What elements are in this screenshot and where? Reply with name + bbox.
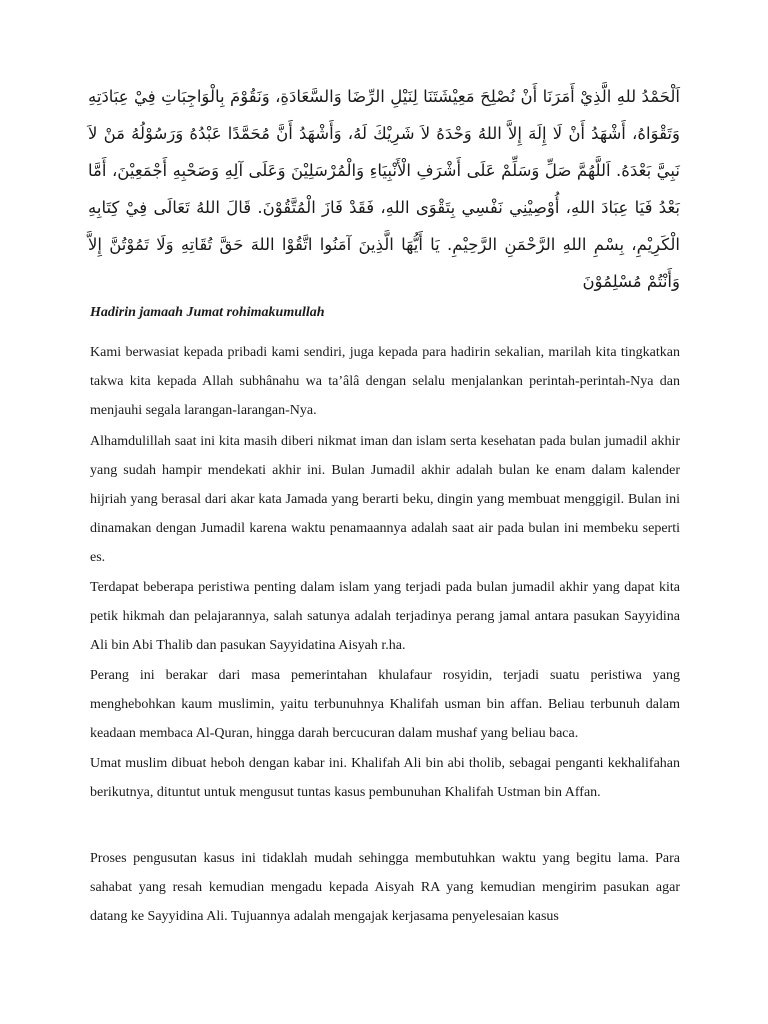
paragraph: Kami berwasiat kepada pribadi kami sendiri, juga kepada para hadirin sekalian, marilah kita tingkatkan takwa kita kepada Allah subhânahu wa ta’âlâ dengan selalu menjalankan perintah-perintah-Nya dan menjauhi segala larangan-larangan-Nya. [90,345,680,418]
paragraph: Perang ini berakar dari masa pemerintahan khulafaur rosyidin, terjadi suatu peristiwa yang menghebohkan kaum muslimin, yaitu terbunuhnya Khalifah usman bin affan. Beliau terbunuh dalam keadaan membaca Al-Quran, hingga darah bercucuran dalam mushaf yang beliau baca. [90,668,680,741]
paragraph: Umat muslim dibuat heboh dengan kabar ini. Khalifah Ali bin abi tholib, sebagai penganti kekhalifahan berikutnya, dituntut untuk mengusut tuntas kasus pembunuhan Khalifah Ustman bin Affan. [90,756,680,800]
paragraph: Alhamdulillah saat ini kita masih diberi nikmat iman dan islam serta kesehatan pada bulan jumadil akhir yang sudah hampir mendekati akhir ini. Bulan Jumadil akhir adalah bulan ke enam dalam kalender hijriah yang berasal dari akar kata Jamada yang berarti beku, dingin yang membuat menggigil. Bulan ini dinamakan dengan Jumadil karena waktu penamaannya adalah saat air pada bulan ini membeku seperti es. [90,434,680,565]
paragraph: Proses pengusutan kasus ini tidaklah mudah sehingga membutuhkan waktu yang begitu lama. Para sahabat yang resah kemudian mengadu kepada Aisyah RA yang kemudian mengirim pasukan agar datang ke Sayyidina Ali. Tujuannya adalah mengajak kerjasama penyelesaian kasus [90,851,680,924]
arabic-opening-text: اَلْحَمْدُ للهِ الَّذِيْ أَمَرَنَا أَنْ نُصْلِحَ مَعِيْشَتَنَا لِنَيْلِ الرِّضَا وَالسَّعَادَةِ، وَنَقُوْمَ بِالْوَاجِبَاتِ فِيْ عِبَادَتِهِ وَتَقْوَاهُ، أَشْهَدُ أَنْ لَا إِلَهَ إِلاَّ اللهُ وَحْدَهُ لاَ شَرِيْكَ لَهُ، وَأَشْهَدُ أَنَّ مُحَمَّدًا عَبْدُهُ وَرَسُوْلُهُ مَنْ لاَ نَبِيَّ بَعْدَهُ. اَللَّهُمَّ صَلِّ وَسَلِّمْ عَلَى أَشْرَفِ الْأَنْبِيَاءِ وَالْمُرْسَلِيْنَ وَعَلَى آلِهِ وَصَحْبِهِ أَجْمَعِيْنَ، أَمَّا بَعْدُ فَيَا عِبَادَ اللهِ، أُوْصِيْنِي نَفْسِي بِتَقْوَى اللهِ، فَقَدْ فَازَ الْمُتَّقُوْنَ. قَالَ اللهُ تَعَالَى فِيْ كِتَابِهِ الْكَرِيْمِ، بِسْمِ اللهِ الرَّحْمَنِ الرَّحِيْمِ. يَا أَيُّهَا الَّذِينَ آمَنُوا اتَّقُوْا اللهَ حَقَّ تُقَاتِهِ وَلَا تَمُوْتُنَّ إِلاَّ وَأَنْتُمْ مُسْلِمُوْنَ [88,87,680,291]
section-heading: Hadirin jamaah Jumat rohimakumullah [90,305,325,320]
paragraph: Terdapat beberapa peristiwa penting dalam islam yang terjadi pada bulan jumadil akhir yang dapat kita petik hikmah dan pelajarannya, salah satunya adalah terjadinya perang jamal antara pasukan Sayyidina Ali bin Abi Thalib dan pasukan Sayyidatina Aisyah r.ha. [90,580,680,653]
